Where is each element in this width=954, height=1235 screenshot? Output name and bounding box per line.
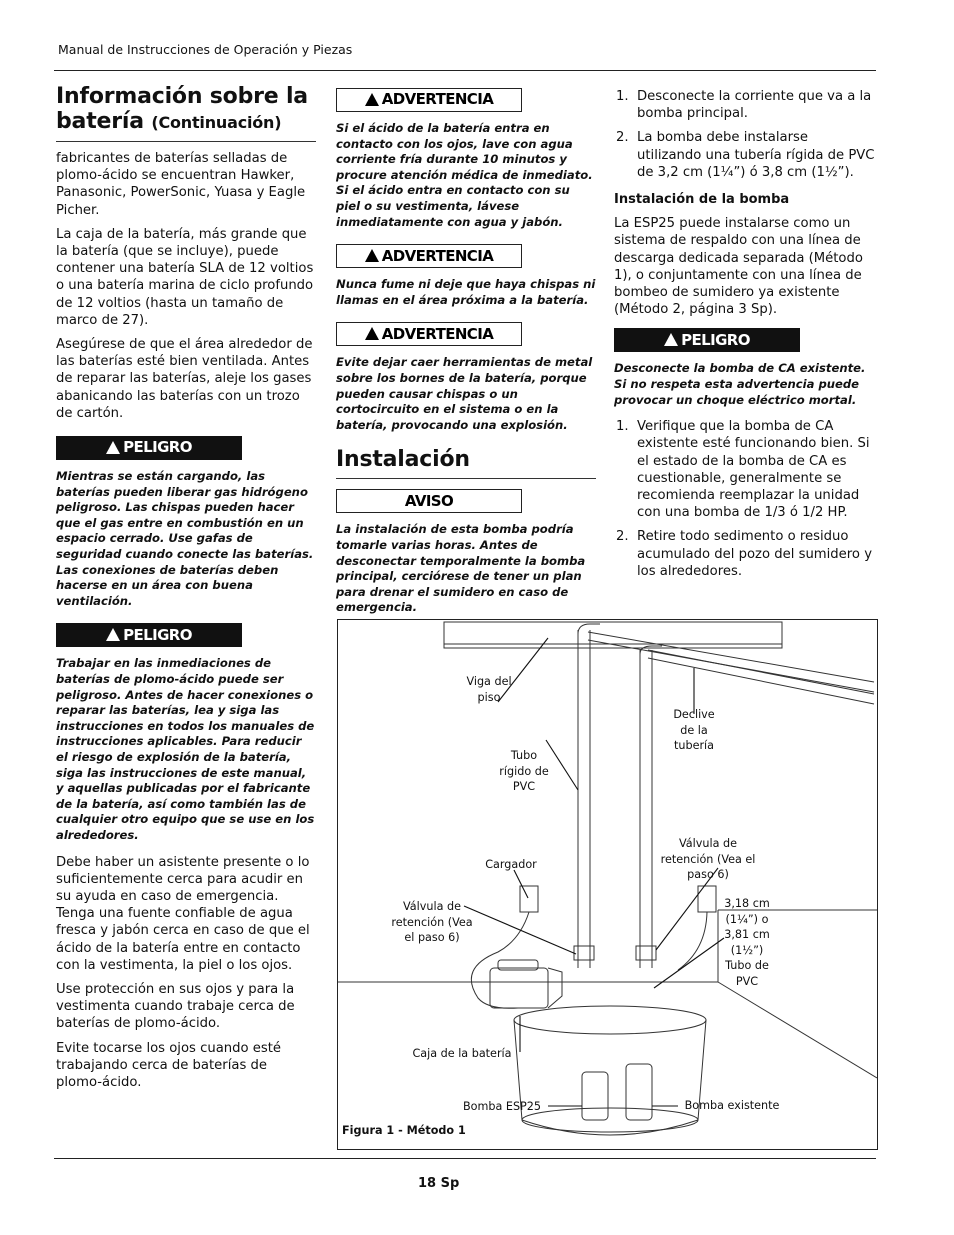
sign-label: ADVERTENCIA [381, 246, 494, 265]
section-title-main: Información sobre la batería [56, 84, 308, 134]
danger-text: Desconecte la bomba de CA existente. Si no respeta esta advertencia puede provocar un choque eléctrico mortal. [614, 361, 866, 407]
list-item: 1. Desconecte la corriente que va a la bomba principal. [616, 89, 872, 122]
warning-triangle-icon [106, 441, 120, 454]
label-esp25: Bomba ESP25 [462, 1100, 542, 1113]
list-item: 2. La bomba debe instalarse utilizando una tubería rígida de PVC de 3,2 cm (1¼”) ó 3,8 cm (1½”). [616, 130, 875, 180]
label-slope: Declive de la tubería [673, 708, 715, 753]
danger-text: Trabajar en las inmediaciones de baterías de plomo-ácido puede ser peligroso. Antes de hacer conexiones o reparar las baterías, lea y siga las instrucciones en todos los manuales de instrucciones aplicables. Para reducir el riesgo de explosión de la batería, siga las instrucciones de este manual, y aquellas publicadas por el fabricante de la batería, así como también las de cualquier otro equipo que se use en los alrededores. [56, 656, 315, 842]
sign-label: ADVERTENCIA [381, 90, 494, 109]
sign-label: PELIGRO [123, 625, 192, 644]
label-pvc: Tubo rígido de PVC [499, 749, 549, 794]
peligro-sign [614, 328, 800, 352]
warning-triangle-icon [664, 333, 678, 346]
warning-text: Si el ácido de la batería entra en contacto con los ojos, lave con agua corriente fría durante 10 minutos y procure atención médica de inmediato. Si el ácido entra en contacto con su piel o su vestimenta, lávese inmediatamente con agua y jabón. [336, 121, 593, 229]
figure-caption: Figura 1 - Método 1 [342, 1124, 466, 1137]
warning-text: Nunca fume ni deje que haya chispas ni llamas en el área próxima a la batería. [336, 277, 596, 307]
label-check-valve-left: Válvula de retención (Vea el paso 6) [391, 900, 473, 945]
label-check-valve-right: Válvula de retención (Vea el paso 6) [660, 837, 756, 882]
section-title-installation: Instalación [336, 447, 596, 479]
list-item: 1. Verifique que la bomba de CA existente esté funcionando bien. Si el estado de la bomba de CA es cuestionable, generalmente se recomienda reemplazar la unidad con una bomba de 1/3 ó 1/2 HP. [616, 419, 870, 521]
label-existing-pump: Bomba existente [684, 1099, 780, 1112]
top-rule [54, 70, 876, 71]
sign-label: PELIGRO [681, 330, 750, 349]
paragraph: Use protección en sus ojos y para la vestimenta cuando trabaje cerca de baterías de plomo-ácido. [56, 981, 295, 1032]
notice-text: La instalación de esta bomba podría tomarle varias horas. Antes de desconectar temporalmente la bomba principal, cerciórese de tener un plan para drenar el sumidero en caso de emergencia. [336, 522, 586, 615]
sign-label: AVISO [404, 491, 454, 510]
installation-diagram [338, 620, 877, 1149]
subheading-pump-install: Instalación de la bomba [614, 192, 790, 208]
label-charger: Cargador [485, 858, 537, 871]
section-title-continued: (Continuación) [151, 113, 282, 132]
paragraph: La ESP25 puede instalarse como un sistema de respaldo con una línea de descarga dedicada separada (Método 1), o conjuntamente con una línea de bombeo de sumidero ya existente (Método 2, página 3 Sp). [614, 216, 863, 318]
column-3 [614, 88, 876, 587]
warning-text: Evite dejar caer herramientas de metal sobre los bornes de la batería, porque pueden causar chispas o un cortocircuito en el sistema o en la batería, provocando una explosión. [336, 355, 593, 432]
steps-list [614, 88, 876, 181]
label-battery-box: Caja de la batería [412, 1047, 512, 1060]
paragraph: Debe haber un asistente presente o lo suficientemente cerca para acudir en su ayuda en caso de emergencia. Tenga una fuente confiable de agua fresca y jabón cerca en caso de que el ácido de la batería entre en contacto con la vestimenta, la piel o los ojos. [56, 854, 310, 973]
sign-label: PELIGRO [123, 438, 192, 457]
list-item: 2. Retire todo sedimento o residuo acumulado del pozo del sumidero y los alrededores. [616, 529, 872, 579]
label-pipe-size: 3,18 cm (1¼”) o 3,81 cm (1½”) Tubo de PVC [724, 897, 770, 988]
warning-triangle-icon [365, 249, 379, 262]
paragraph: Asegúrese de que el área alrededor de las baterías esté bien ventilada. Antes de reparar las baterías, aleje los gases abanicando las baterías con un trozo de cartón. [56, 337, 313, 421]
peligro-sign [56, 623, 242, 647]
peligro-sign [56, 436, 242, 460]
warning-triangle-icon [106, 628, 120, 641]
advertencia-sign [336, 88, 522, 112]
advertencia-sign [336, 322, 522, 346]
paragraph: La caja de la batería, más grande que la batería (que se incluye), puede contener una batería SLA de 12 voltios o una batería marina de ciclo profundo de 12 voltios (hasta un tamaño de marco de 27). [56, 226, 314, 328]
steps-list [614, 418, 876, 580]
sign-label: ADVERTENCIA [381, 324, 494, 343]
label-joist: Viga del piso [466, 675, 512, 704]
bottom-rule [54, 1158, 876, 1159]
paragraph: Evite tocarse los ojos cuando esté trabajando cerca de baterías de plomo-ácido. [56, 1040, 282, 1090]
warning-triangle-icon [365, 327, 379, 340]
danger-text: Mientras se están cargando, las baterías pueden liberar gas hidrógeno peligroso. Las chispas pueden hacer que el gas entre en combustión en un espacio cerrado. Use gafas de seguridad cuando conecte las baterías. Las conexiones de baterías deben hacerse en un área con buena ventilación. [56, 469, 314, 608]
running-head: Manual de Instrucciones de Operación y Piezas [58, 42, 353, 57]
page-number: 18 Sp [418, 1176, 460, 1191]
advertencia-sign [336, 244, 522, 268]
section-title-battery [56, 84, 316, 142]
figure-method-1 [337, 619, 878, 1150]
warning-triangle-icon [365, 93, 379, 106]
aviso-sign [336, 489, 522, 513]
column-1 [56, 84, 316, 1098]
paragraph: fabricantes de baterías selladas de plomo-ácido se encuentran Hawker, Panasonic, PowerSonic, Yuasa y Eagle Picher. [56, 151, 306, 218]
column-2 [336, 84, 596, 626]
